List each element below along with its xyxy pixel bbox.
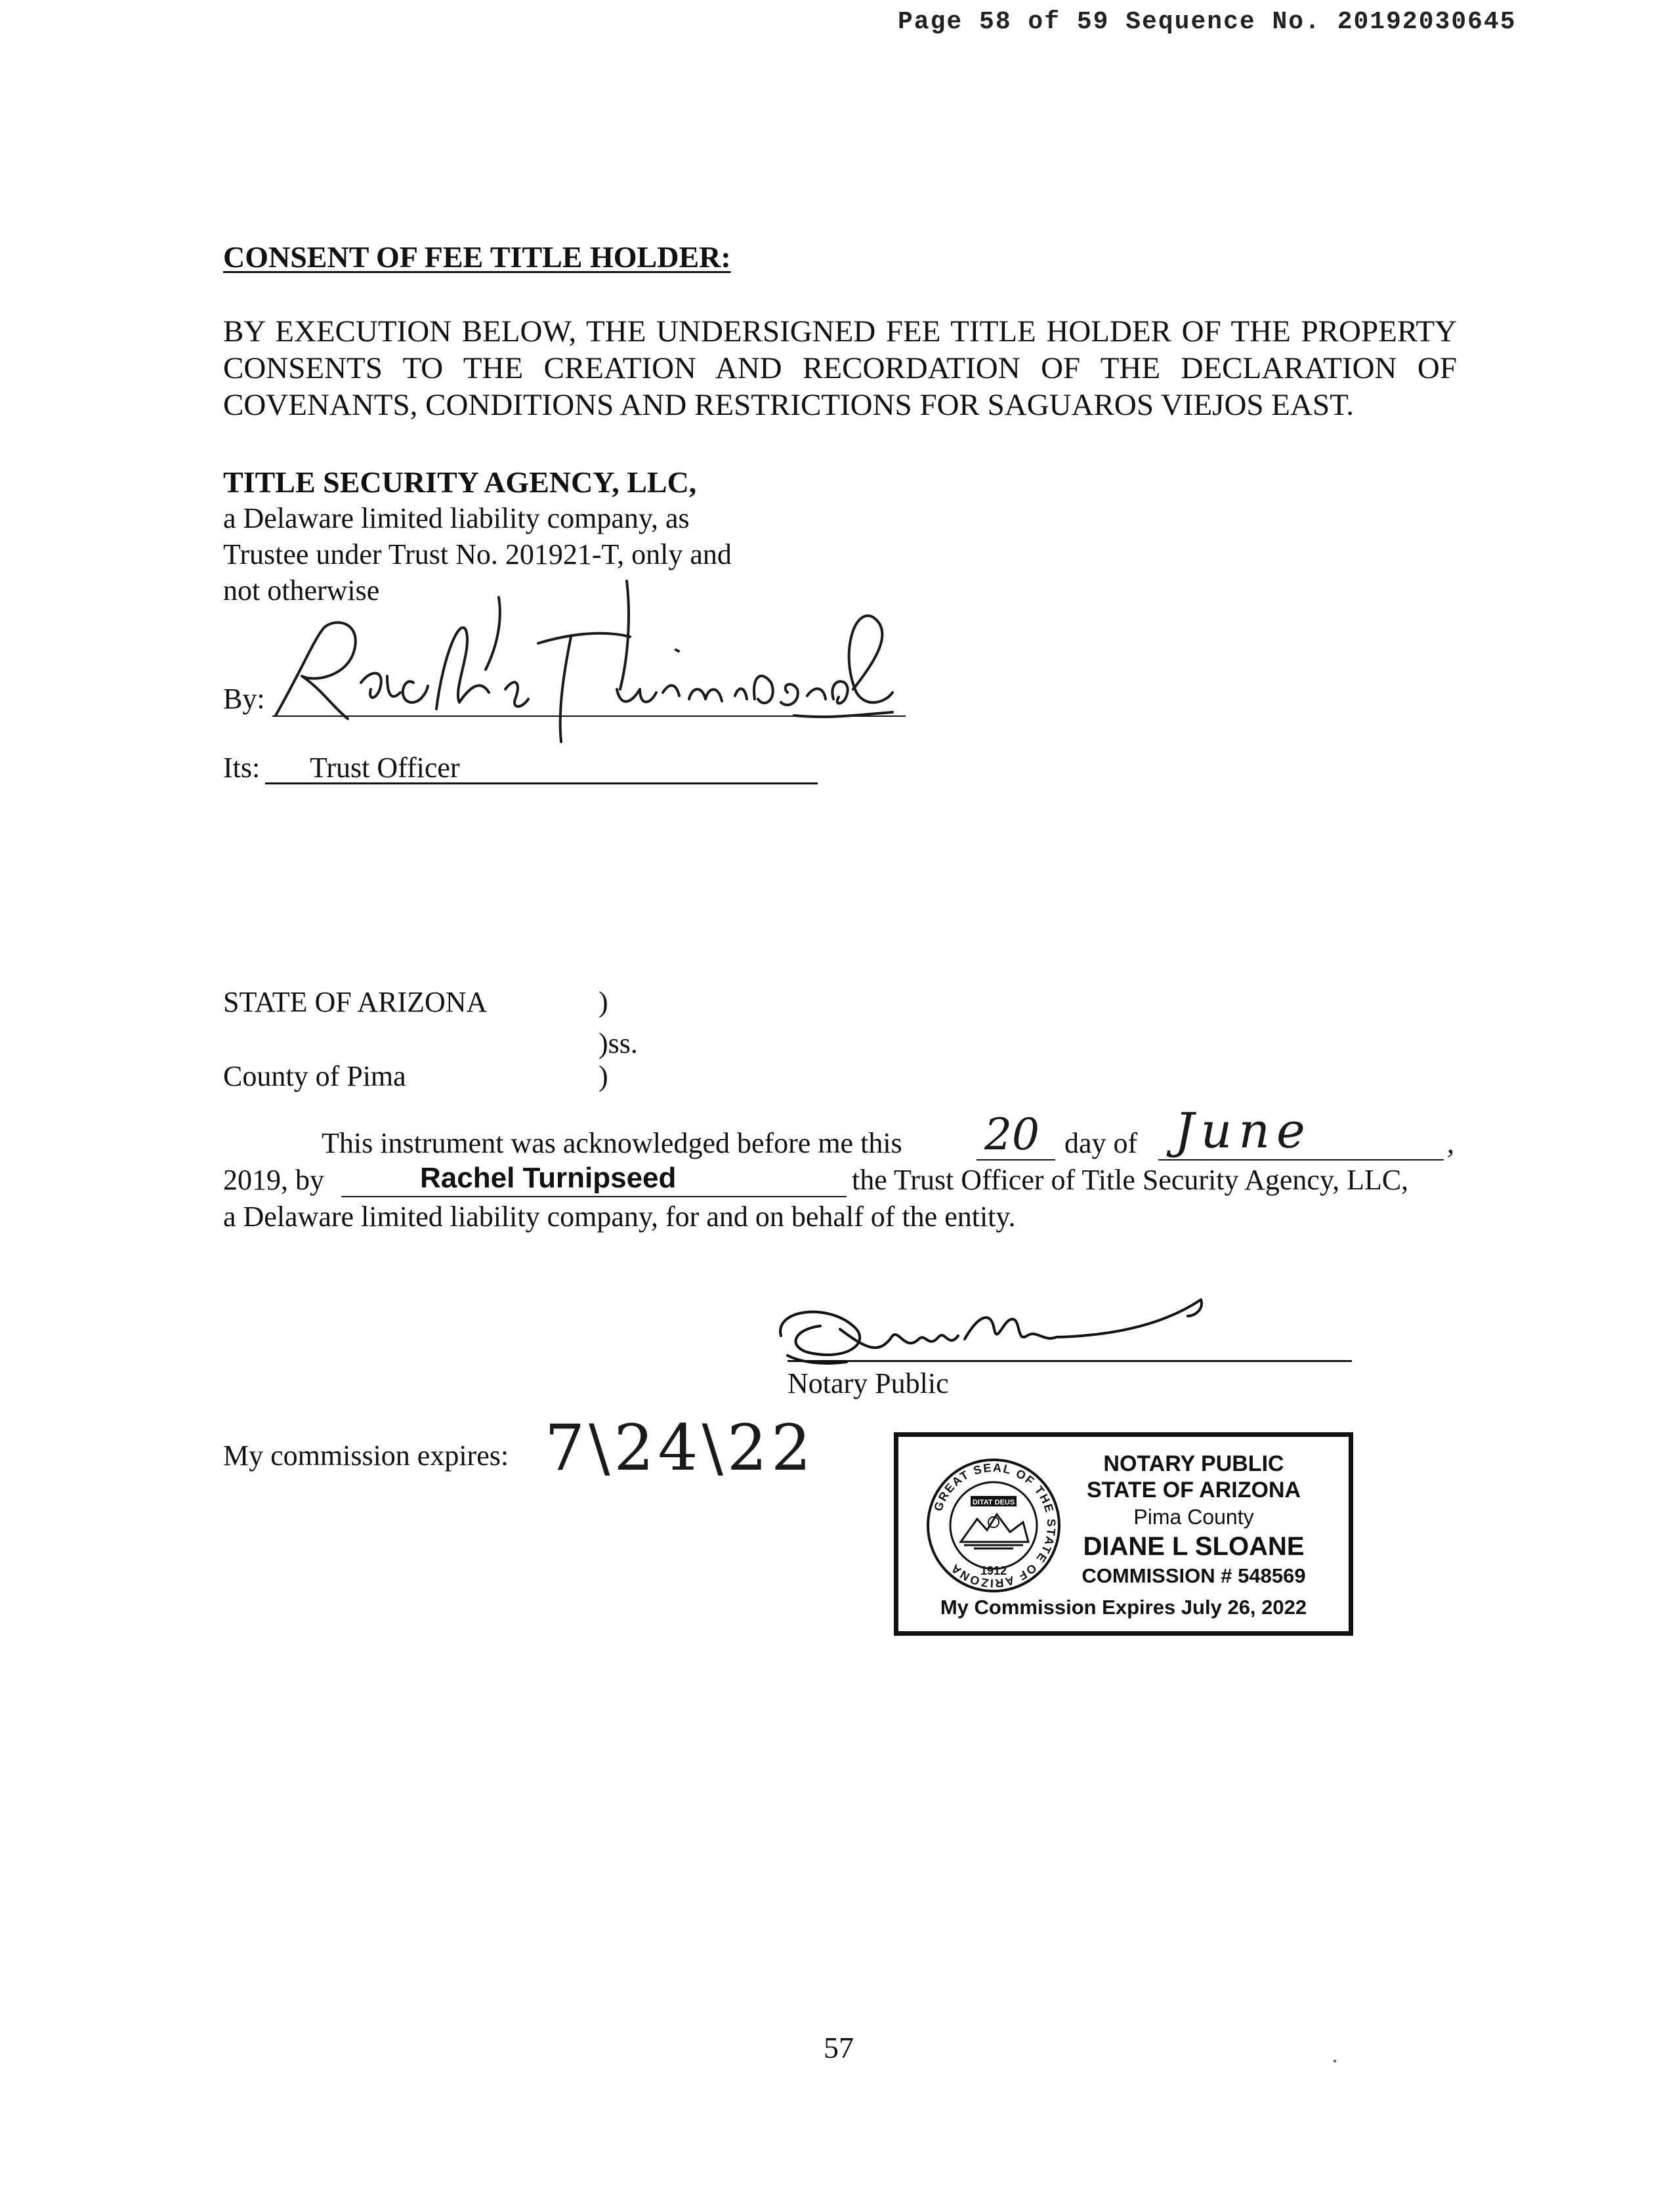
notary-stamp [894, 1432, 1353, 1636]
signatory-line-1: a Delaware limited liability company, as [223, 502, 690, 534]
notary-public-label: Notary Public [788, 1367, 949, 1399]
consent-heading: CONSENT OF FEE TITLE HOLDER: [223, 240, 731, 274]
consent-paragraph-line-1: BY EXECUTION BELOW, THE UNDERSIGNED FEE TITLE HOLDER OF THE PROPERTY [223, 314, 1457, 349]
page-number: 57 [824, 2031, 854, 2064]
ack-comma: , [1447, 1127, 1454, 1159]
ack-year-by: 2019, by [223, 1164, 324, 1196]
venue-ss: )ss. [598, 1027, 638, 1059]
seal-year: 1912 [980, 1564, 1007, 1577]
commission-expires-handwritten: 7\24\22 [545, 1411, 816, 1485]
signatory-line-3: not otherwise [223, 574, 380, 607]
stamp-line-1: NOTARY PUBLIC [1103, 1451, 1284, 1476]
its-label: Its: [223, 752, 261, 784]
consent-paragraph-line-2: CONSENTS TO THE CREATION AND RECORDATION OF THE DECLARATION OF [223, 351, 1457, 385]
stamp-line-4: DIANE L SLOANE [1083, 1532, 1305, 1561]
notary-signature [768, 1290, 1214, 1375]
its-value: Trust Officer [310, 752, 460, 784]
ack-part-3: the Trust Officer of Title Security Agency, LLC, [852, 1164, 1409, 1196]
seal-motto: DITAT DEUS [972, 1499, 1015, 1506]
ack-month-handwritten: June [1175, 1103, 1312, 1159]
trustee-signature [262, 578, 906, 748]
seal-ring-text: GREAT SEAL OF THE STATE OF ARIZONA [931, 1460, 1059, 1590]
signatory-entity: TITLE SECURITY AGENCY, LLC, [223, 465, 697, 499]
ack-name-filled: Rachel Turnipseed [420, 1162, 677, 1194]
notary-signature-line [788, 1360, 1352, 1362]
venue-state: STATE OF ARIZONA [223, 986, 488, 1018]
venue-paren-3: ) [598, 1060, 608, 1092]
arizona-state-seal-icon [925, 1457, 1062, 1594]
ack-day-handwritten: 20 [984, 1109, 1040, 1160]
consent-paragraph-line-3: COVENANTS, CONDITIONS AND RESTRICTIONS FOR SAGUAROS VIEJOS EAST. [223, 388, 1354, 422]
ack-line-3: a Delaware limited liability company, for and on behalf of the entity. [223, 1201, 1016, 1233]
venue-county: County of Pima [223, 1060, 406, 1092]
venue-paren-1: ) [598, 986, 608, 1018]
stamp-line-3: Pima County [1133, 1505, 1254, 1529]
by-label: By: [223, 683, 265, 715]
stamp-line-2: STATE OF ARIZONA [1086, 1478, 1301, 1502]
commission-expires-label: My commission expires: [223, 1439, 509, 1472]
scan-speck [1334, 2060, 1336, 2062]
signatory-line-2: Trustee under Trust No. 201921-T, only and [223, 538, 732, 570]
stamp-line-5: COMMISSION # 548569 [1082, 1564, 1306, 1587]
ack-part-2: day of [1064, 1127, 1138, 1159]
stamp-line-6: My Commission Expires July 26, 2022 [940, 1596, 1307, 1619]
page-sequence-header: Page 58 of 59 Sequence No. 20192030645 [898, 8, 1517, 36]
ack-part-1: This instrument was acknowledged before me this [322, 1127, 902, 1159]
